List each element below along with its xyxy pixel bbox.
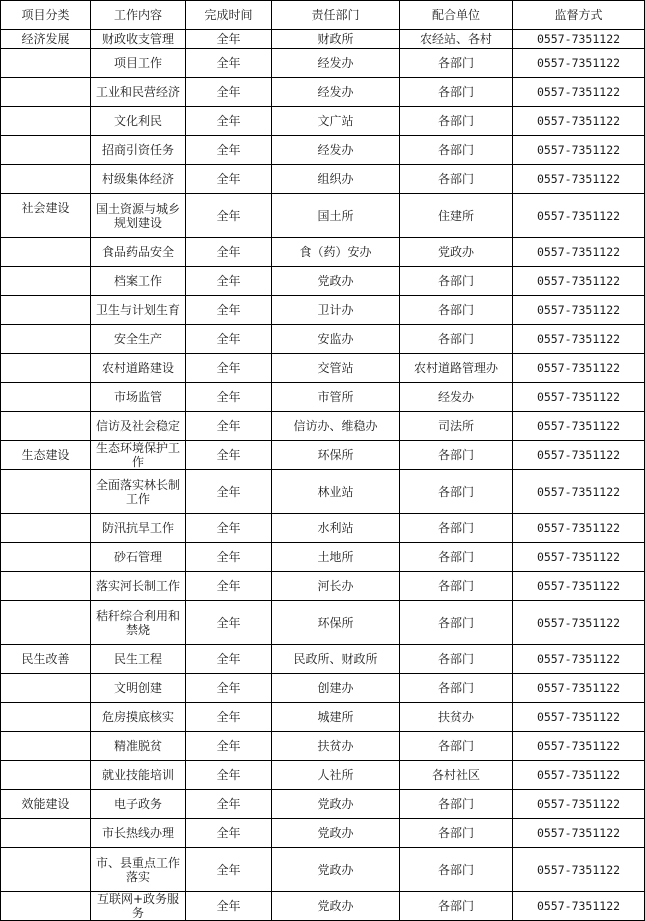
cell-content: 国土资源与城乡规划建设	[91, 194, 186, 238]
cell-category	[1, 383, 91, 412]
cell-time: 全年	[186, 412, 272, 441]
cell-content: 秸秆综合利用和禁烧	[91, 601, 186, 645]
cell-category	[1, 732, 91, 761]
cell-supervise: 0557-7351122	[513, 819, 645, 848]
table-row	[1, 819, 645, 848]
cell-supervise: 0557-7351122	[513, 703, 645, 732]
cell-category	[1, 78, 91, 107]
cell-dept: 文广站	[272, 107, 400, 136]
cell-time: 全年	[186, 238, 272, 267]
cell-time: 全年	[186, 674, 272, 703]
cell-supervise: 0557-7351122	[513, 645, 645, 674]
cell-content: 危房摸底核实	[91, 703, 186, 732]
cell-partner: 各部门	[400, 819, 513, 848]
cell-supervise: 0557-7351122	[513, 30, 645, 49]
cell-dept: 河长办	[272, 572, 400, 601]
cell-dept: 卫计办	[272, 296, 400, 325]
cell-category	[1, 165, 91, 194]
cell-category: 民生改善	[1, 645, 91, 674]
cell-dept: 经发办	[272, 78, 400, 107]
cell-supervise: 0557-7351122	[513, 674, 645, 703]
cell-supervise: 0557-7351122	[513, 572, 645, 601]
cell-partner: 各部门	[400, 543, 513, 572]
cell-partner: 各部门	[400, 601, 513, 645]
cell-category: 生态建设	[1, 441, 91, 470]
cell-supervise: 0557-7351122	[513, 354, 645, 383]
cell-supervise: 0557-7351122	[513, 107, 645, 136]
cell-dept: 经发办	[272, 49, 400, 78]
cell-partner: 各部门	[400, 572, 513, 601]
cell-supervise: 0557-7351122	[513, 892, 645, 921]
cell-time: 全年	[186, 819, 272, 848]
cell-time: 全年	[186, 354, 272, 383]
cell-category	[1, 107, 91, 136]
cell-dept: 创建办	[272, 674, 400, 703]
cell-time: 全年	[186, 136, 272, 165]
cell-time: 全年	[186, 165, 272, 194]
cell-category	[1, 848, 91, 892]
cell-content: 市长热线办理	[91, 819, 186, 848]
cell-category	[1, 703, 91, 732]
cell-time: 全年	[186, 441, 272, 470]
cell-time: 全年	[186, 601, 272, 645]
cell-time: 全年	[186, 645, 272, 674]
cell-category: 效能建设	[1, 790, 91, 819]
cell-supervise: 0557-7351122	[513, 267, 645, 296]
cell-category	[1, 354, 91, 383]
table-row	[1, 543, 645, 572]
cell-time: 全年	[186, 194, 272, 238]
cell-partner: 各部门	[400, 267, 513, 296]
header-row	[1, 1, 645, 30]
cell-time: 全年	[186, 703, 272, 732]
cell-dept: 财政所	[272, 30, 400, 49]
cell-content: 工业和民营经济	[91, 78, 186, 107]
cell-category	[1, 325, 91, 354]
cell-category	[1, 674, 91, 703]
cell-time: 全年	[186, 78, 272, 107]
cell-partner: 各部门	[400, 645, 513, 674]
cell-category: 经济发展	[1, 30, 91, 49]
cell-dept: 土地所	[272, 543, 400, 572]
cell-category	[1, 136, 91, 165]
cell-partner: 各部门	[400, 514, 513, 543]
cell-supervise: 0557-7351122	[513, 412, 645, 441]
cell-category	[1, 601, 91, 645]
cell-content: 精准脱贫	[91, 732, 186, 761]
cell-dept: 林业站	[272, 470, 400, 514]
cell-partner: 党政办	[400, 238, 513, 267]
table-row	[1, 761, 645, 790]
cell-content: 电子政务	[91, 790, 186, 819]
cell-time: 全年	[186, 107, 272, 136]
cell-partner: 各部门	[400, 107, 513, 136]
cell-dept: 市管所	[272, 383, 400, 412]
cell-category	[1, 892, 91, 921]
cell-content: 全面落实林长制工作	[91, 470, 186, 514]
header-dept: 责任部门	[272, 1, 400, 30]
cell-dept: 环保所	[272, 441, 400, 470]
table-row	[1, 165, 645, 194]
cell-time: 全年	[186, 49, 272, 78]
cell-partner: 各村社区	[400, 761, 513, 790]
table-row	[1, 601, 645, 645]
cell-partner: 各部门	[400, 136, 513, 165]
cell-supervise: 0557-7351122	[513, 848, 645, 892]
cell-content: 卫生与计划生育	[91, 296, 186, 325]
cell-supervise: 0557-7351122	[513, 49, 645, 78]
cell-dept: 信访办、维稳办	[272, 412, 400, 441]
cell-category	[1, 543, 91, 572]
cell-content: 档案工作	[91, 267, 186, 296]
cell-content: 落实河长制工作	[91, 572, 186, 601]
cell-partner: 各部门	[400, 78, 513, 107]
cell-time: 全年	[186, 296, 272, 325]
cell-dept: 党政办	[272, 819, 400, 848]
cell-dept: 扶贫办	[272, 732, 400, 761]
cell-content: 村级集体经济	[91, 165, 186, 194]
table-row	[1, 412, 645, 441]
table-row	[1, 790, 645, 819]
cell-supervise: 0557-7351122	[513, 165, 645, 194]
cell-category	[1, 296, 91, 325]
cell-time: 全年	[186, 761, 272, 790]
cell-partner: 扶贫办	[400, 703, 513, 732]
cell-category	[1, 572, 91, 601]
cell-time: 全年	[186, 267, 272, 296]
cell-partner: 各部门	[400, 790, 513, 819]
cell-category	[1, 49, 91, 78]
cell-content: 安全生产	[91, 325, 186, 354]
cell-partner: 各部门	[400, 441, 513, 470]
cell-time: 全年	[186, 30, 272, 49]
cell-content: 信访及社会稳定	[91, 412, 186, 441]
cell-dept: 民政所、财政所	[272, 645, 400, 674]
cell-category	[1, 267, 91, 296]
cell-category: 社会建设	[1, 194, 91, 238]
cell-content: 民生工程	[91, 645, 186, 674]
cell-supervise: 0557-7351122	[513, 383, 645, 412]
cell-supervise: 0557-7351122	[513, 194, 645, 238]
cell-time: 全年	[186, 790, 272, 819]
table-row	[1, 572, 645, 601]
cell-time: 全年	[186, 514, 272, 543]
cell-category	[1, 514, 91, 543]
table-row	[1, 703, 645, 732]
cell-content: 互联网+政务服务	[91, 892, 186, 921]
cell-supervise: 0557-7351122	[513, 543, 645, 572]
cell-dept: 党政办	[272, 848, 400, 892]
cell-supervise: 0557-7351122	[513, 238, 645, 267]
cell-partner: 住建所	[400, 194, 513, 238]
cell-content: 市、县重点工作落实	[91, 848, 186, 892]
cell-partner: 各部门	[400, 892, 513, 921]
table-row	[1, 674, 645, 703]
cell-supervise: 0557-7351122	[513, 761, 645, 790]
cell-partner: 司法所	[400, 412, 513, 441]
cell-time: 全年	[186, 543, 272, 572]
cell-partner: 各部门	[400, 674, 513, 703]
cell-content: 生态环境保护工作	[91, 441, 186, 470]
cell-content: 食品药品安全	[91, 238, 186, 267]
cell-supervise: 0557-7351122	[513, 136, 645, 165]
cell-category	[1, 412, 91, 441]
cell-time: 全年	[186, 892, 272, 921]
table-row	[1, 49, 645, 78]
cell-dept: 安监办	[272, 325, 400, 354]
table-row	[1, 267, 645, 296]
cell-content: 文化利民	[91, 107, 186, 136]
cell-dept: 组织办	[272, 165, 400, 194]
cell-partner: 各部门	[400, 325, 513, 354]
cell-partner: 经发办	[400, 383, 513, 412]
table-row	[1, 107, 645, 136]
table-row	[1, 470, 645, 514]
table-row	[1, 30, 645, 49]
table-row	[1, 238, 645, 267]
cell-partner: 各部门	[400, 165, 513, 194]
table-row	[1, 514, 645, 543]
cell-dept: 城建所	[272, 703, 400, 732]
header-supervise: 监督方式	[513, 1, 645, 30]
table-row	[1, 136, 645, 165]
cell-dept: 环保所	[272, 601, 400, 645]
cell-category	[1, 761, 91, 790]
cell-content: 招商引资任务	[91, 136, 186, 165]
cell-supervise: 0557-7351122	[513, 470, 645, 514]
table-row	[1, 354, 645, 383]
cell-partner: 各部门	[400, 848, 513, 892]
cell-content: 财政收支管理	[91, 30, 186, 49]
cell-content: 农村道路建设	[91, 354, 186, 383]
cell-partner: 各部门	[400, 49, 513, 78]
cell-supervise: 0557-7351122	[513, 441, 645, 470]
cell-dept: 食（药）安办	[272, 238, 400, 267]
cell-category	[1, 238, 91, 267]
cell-supervise: 0557-7351122	[513, 78, 645, 107]
table-row	[1, 78, 645, 107]
cell-dept: 人社所	[272, 761, 400, 790]
cell-partner: 各部门	[400, 296, 513, 325]
cell-time: 全年	[186, 470, 272, 514]
cell-content: 市场监管	[91, 383, 186, 412]
cell-supervise: 0557-7351122	[513, 790, 645, 819]
cell-category	[1, 470, 91, 514]
cell-partner: 农经站、各村	[400, 30, 513, 49]
cell-content: 就业技能培训	[91, 761, 186, 790]
cell-partner: 各部门	[400, 732, 513, 761]
table-row	[1, 892, 645, 921]
cell-time: 全年	[186, 732, 272, 761]
cell-dept: 水利站	[272, 514, 400, 543]
cell-partner: 农村道路管理办	[400, 354, 513, 383]
cell-dept: 党政办	[272, 892, 400, 921]
table-row	[1, 296, 645, 325]
cell-supervise: 0557-7351122	[513, 325, 645, 354]
table-row	[1, 383, 645, 412]
cell-supervise: 0557-7351122	[513, 601, 645, 645]
table-row	[1, 732, 645, 761]
cell-dept: 党政办	[272, 790, 400, 819]
cell-time: 全年	[186, 572, 272, 601]
cell-supervise: 0557-7351122	[513, 732, 645, 761]
table-row	[1, 325, 645, 354]
header-category: 项目分类	[1, 1, 91, 30]
header-time: 完成时间	[186, 1, 272, 30]
header-content: 工作内容	[91, 1, 186, 30]
cell-dept: 经发办	[272, 136, 400, 165]
table-row	[1, 441, 645, 470]
cell-supervise: 0557-7351122	[513, 296, 645, 325]
cell-dept: 交管站	[272, 354, 400, 383]
cell-time: 全年	[186, 848, 272, 892]
cell-dept: 党政办	[272, 267, 400, 296]
cell-content: 砂石管理	[91, 543, 186, 572]
table-body	[1, 30, 645, 921]
cell-partner: 各部门	[400, 470, 513, 514]
table-row	[1, 194, 645, 238]
header-partner: 配合单位	[400, 1, 513, 30]
table-row	[1, 645, 645, 674]
cell-supervise: 0557-7351122	[513, 514, 645, 543]
cell-content: 文明创建	[91, 674, 186, 703]
cell-time: 全年	[186, 383, 272, 412]
cell-category	[1, 819, 91, 848]
table-row	[1, 848, 645, 892]
cell-time: 全年	[186, 325, 272, 354]
cell-content: 防汛抗旱工作	[91, 514, 186, 543]
cell-dept: 国土所	[272, 194, 400, 238]
cell-content: 项目工作	[91, 49, 186, 78]
